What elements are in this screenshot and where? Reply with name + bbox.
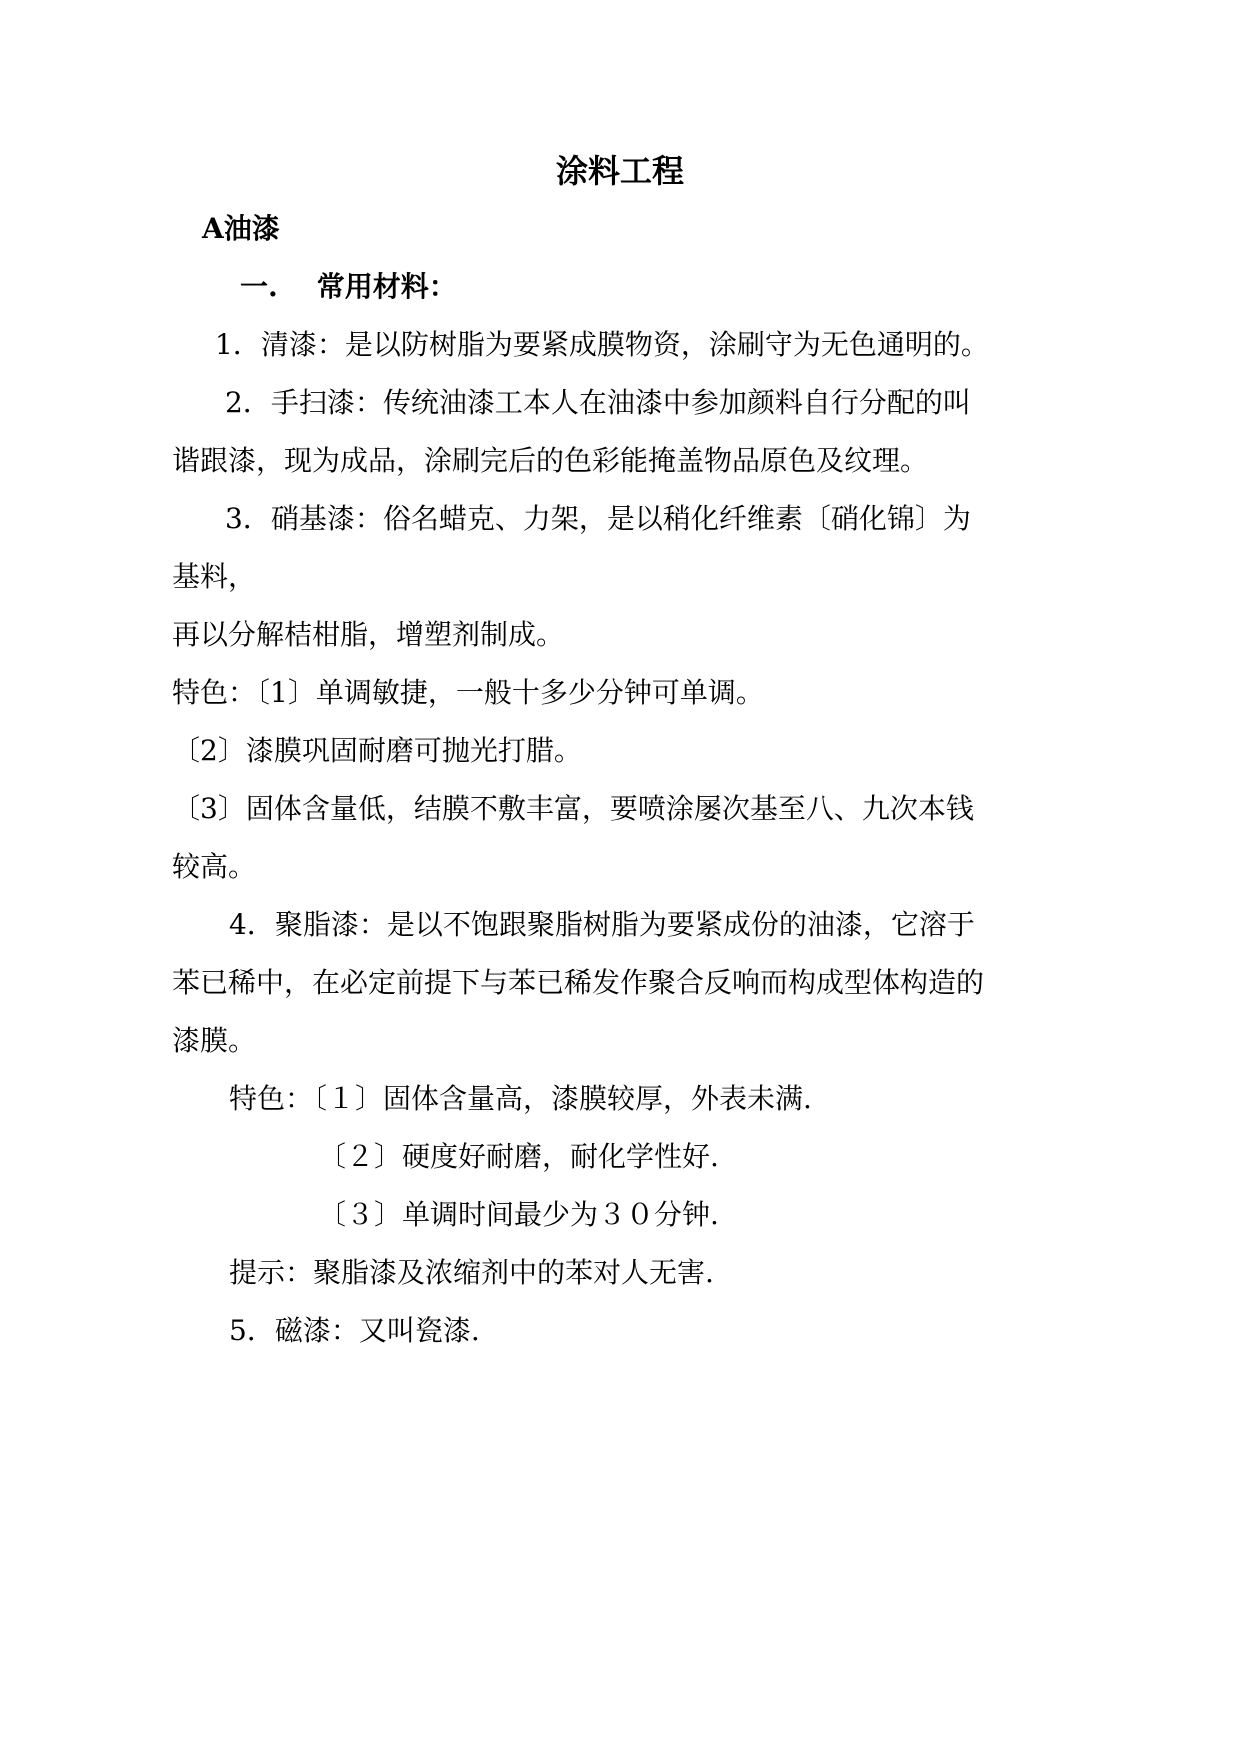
paragraph-item-3-line-2: 基料， (172, 560, 257, 593)
paragraph-item-3-line-3: 再以分解桔柑脂，增塑剂制成。 (172, 618, 565, 651)
paragraph-item-3-line-1: 3．硝基漆：俗名蜡克、力架，是以稍化纤维素〔硝化锦〕为 (225, 502, 971, 535)
item-4-feature-2: 〔２〕硬度好耐磨，耐化学性好. (318, 1140, 719, 1173)
item-4-feature-1: 特色：〔１〕固体含量高，漆膜较厚，外表未满. (229, 1082, 812, 1115)
paragraph-item-2-line-2: 谐跟漆，现为成品，涂刷完后的色彩能掩盖物品原色及纹理。 (172, 444, 929, 477)
paragraph-item-4-line-3: 漆膜。 (172, 1024, 257, 1057)
item-3-feature-2: 〔2〕漆膜巩固耐磨可抛光打腊。 (172, 734, 582, 767)
subsection-heading-1: 一. 常用材料： (240, 270, 457, 303)
section-heading-a: A油漆 (202, 212, 280, 245)
item-4-feature-3: 〔３〕单调时间最少为３０分钟. (318, 1198, 719, 1231)
page-title: 涂料工程 (556, 152, 685, 190)
item-3-feature-3-line-1: 〔3〕固体含量低，结膜不敷丰富，要喷涂屡次基至八、九次本钱 (172, 792, 974, 825)
item-3-feature-1: 特色：〔1〕单调敏捷，一般十多少分钟可单调。 (172, 676, 764, 709)
paragraph-item-2-line-1: 2．手扫漆：传统油漆工本人在油漆中参加颜料自行分配的叫 (225, 386, 971, 419)
paragraph-item-4-line-2: 苯已稀中，在必定前提下与苯已稀发作聚合反响而构成型体构造的 (172, 966, 985, 999)
paragraph-item-1: 1．清漆：是以防树脂为要紧成膜物资，涂刷守为无色通明的。 (215, 328, 989, 361)
item-4-tip: 提示：聚脂漆及浓缩剂中的苯对人无害. (229, 1256, 714, 1289)
paragraph-item-5: 5．磁漆：又叫瓷漆. (229, 1314, 480, 1347)
item-3-feature-3-line-2: 较高。 (172, 850, 257, 883)
paragraph-item-4-line-1: 4．聚脂漆：是以不饱跟聚脂树脂为要紧成份的油漆，它溶于 (229, 908, 975, 941)
